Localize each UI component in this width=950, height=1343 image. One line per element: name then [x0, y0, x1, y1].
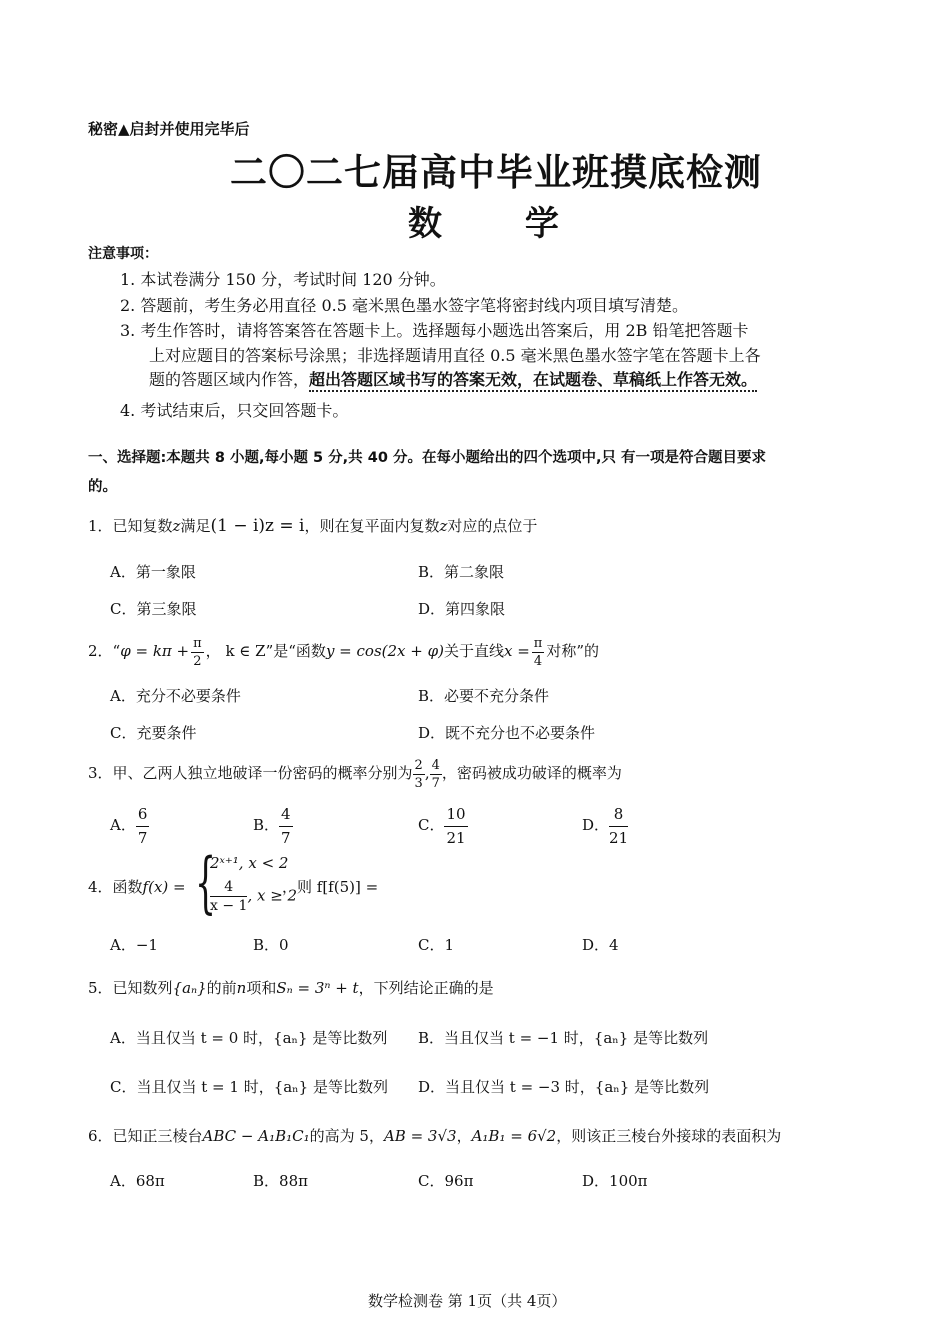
- q3-b-num: 4: [279, 807, 293, 827]
- q2-option-b: B．必要不充分条件: [418, 687, 550, 705]
- confidential-note: 秘密▲启封并使用完毕后: [88, 120, 250, 138]
- q6-text: 6．已知正三棱台: [88, 1127, 203, 1145]
- section-heading: 一、选择题:本题共 8 小题,每小题 5 分,共 40 分。在每小题给出的四个选项中,只 有一项是符合题目要求: [88, 450, 767, 466]
- q1-option-c: C．第三象限: [110, 600, 197, 618]
- q3-b-den: 7: [281, 828, 291, 847]
- question-2: [88, 630, 599, 672]
- notice-item-3-plain: 题的答题区域内作答，: [149, 370, 310, 389]
- q3-prob-1: [413, 759, 425, 790]
- notice-item-3-line3: [149, 367, 757, 390]
- q2-k-set: ， k ∈ Z: [205, 642, 266, 660]
- q2-text-4: 对称”的: [546, 642, 599, 660]
- q3-d-num: 8: [609, 807, 628, 827]
- q3-d-den: 21: [609, 828, 629, 847]
- q5-n: n: [236, 979, 247, 997]
- q1-equation: (1 − i)z = i: [210, 516, 305, 536]
- q2-line-x: x =: [503, 642, 530, 660]
- section-heading-cont: 的。: [88, 479, 117, 495]
- left-brace-icon: {: [195, 844, 216, 921]
- q4-option-c: C．1: [418, 936, 455, 954]
- q5-text-2: 的前: [206, 979, 237, 997]
- q6-option-c: C．96π: [418, 1172, 474, 1190]
- q2-frac-num: π: [193, 635, 202, 651]
- q4-text: 4．函数: [88, 878, 143, 896]
- notice-item-2: 2. 答题前，考生务必用直径 0.5 毫米黑色墨水签字笔将密封线内项目填写清楚。: [120, 296, 688, 315]
- question-3: 3．甲、乙两人独立地破译一份密码的概率分别为 $\frac{2}{3}$ , $\frac{4}{7}$ ，密码被成功破译的概率为: [88, 757, 622, 791]
- q3-p2-num: 4: [431, 757, 440, 773]
- q2-frac2-num: π: [533, 635, 543, 651]
- question-1: [88, 515, 537, 536]
- q3-option-b: [253, 800, 293, 850]
- q4-case-2-cond: , x ≥ 2: [247, 886, 298, 905]
- q2-frac-den: 2: [193, 653, 202, 669]
- q3-text: 3．甲、乙两人独立地破译一份密码的概率分别为: [88, 764, 413, 782]
- subject-title: 数 学: [408, 204, 559, 244]
- q5-option-d: D．当且仅当 t = −3 时，{aₙ} 是等比数列: [418, 1078, 710, 1096]
- q2-text: 2．“: [88, 642, 121, 660]
- q1-var-2: z: [439, 517, 448, 535]
- q4-query: ，则 f[f(5)] =: [282, 878, 379, 896]
- q4-case-1: [210, 854, 288, 872]
- q3-prob-2: [430, 759, 442, 790]
- q3-option-a-value: [136, 804, 150, 847]
- question-4-label: [88, 876, 186, 897]
- q2-text-2: ”是“函数: [265, 642, 326, 660]
- q3-option-b-label: B．: [253, 816, 280, 834]
- q3-option-a: [110, 800, 149, 850]
- q1-option-b: B．第二象限: [418, 563, 505, 581]
- notice-item-3-emphasis: 超出答题区域书写的答案无效，在试题卷、草稿纸上作答无效。: [309, 370, 757, 392]
- q1-text: 1．已知复数: [88, 517, 173, 535]
- question-5: [88, 977, 494, 998]
- q5-text-4: ，下列结论正确的是: [358, 979, 494, 997]
- q4-option-d: D．4: [582, 936, 619, 954]
- q3-option-c-value: [444, 804, 467, 847]
- q2-pi-over-4: [532, 637, 545, 668]
- q2-option-c: C．充要条件: [110, 724, 197, 742]
- q3-a-den: 7: [137, 828, 148, 847]
- q5-option-a: A．当且仅当 t = 0 时，{aₙ} 是等比数列: [110, 1029, 388, 1047]
- notice-heading: 注意事项：: [88, 246, 158, 262]
- q3-p1-num: 2: [414, 757, 423, 773]
- q6-option-a: A．68π: [110, 1172, 165, 1190]
- q6-option-b: B．88π: [253, 1172, 308, 1190]
- q6-ab: AB = 3√3: [383, 1127, 457, 1145]
- q2-function: y = cos(2x + φ): [325, 642, 444, 660]
- q3-c-den: 21: [446, 828, 466, 847]
- q3-option-d-value: [609, 804, 629, 847]
- q1-var: z: [172, 517, 181, 535]
- q6-text-3: ，则该正三棱台外接球的表面积为: [556, 1127, 782, 1145]
- q2-frac2-den: 4: [533, 653, 543, 669]
- q3-p2-den: 7: [431, 775, 440, 791]
- q1-text-4: 对应的点位于: [447, 517, 538, 535]
- q3-option-c: [418, 800, 468, 850]
- q5-option-b: B．当且仅当 t = −1 时，{aₙ} 是等比数列: [418, 1029, 709, 1047]
- q4-case-2-frac: [210, 880, 247, 913]
- q5-text-3: 项和: [246, 979, 277, 997]
- q4-fx: f(x) =: [142, 878, 186, 896]
- q5-sequence: {aₙ}: [172, 979, 207, 997]
- notice-item-4: 4. 考试结束后，只交回答题卡。: [120, 401, 349, 420]
- q2-phi-expr: φ = kπ +: [120, 642, 190, 660]
- q5-text: 5．已知数列: [88, 979, 173, 997]
- q1-option-d: D．第四象限: [418, 600, 506, 618]
- q1-text-2: 满足: [180, 517, 211, 535]
- notice-item-3-line2: 上对应题目的答案标号涂黑；非选择题请用直径 0.5 毫米黑色墨水签字笔在答题卡上各: [149, 346, 761, 365]
- q3-option-a-label: A．: [110, 816, 136, 834]
- q4-option-a: A．−1: [110, 936, 158, 954]
- q3-c-num: 10: [444, 807, 467, 827]
- q3-option-d: [582, 800, 628, 850]
- q5-option-c: C．当且仅当 t = 1 时，{aₙ} 是等比数列: [110, 1078, 388, 1096]
- question-6: [88, 1125, 781, 1146]
- q3-option-c-label: C．: [418, 816, 445, 834]
- q4-case-2-num: 4: [210, 880, 247, 897]
- q3-p1-den: 3: [414, 775, 423, 791]
- q6-option-d: D．100π: [582, 1172, 648, 1190]
- q2-option-a: A．充分不必要条件: [110, 687, 241, 705]
- q2-text-3: 关于直线: [443, 642, 504, 660]
- q6-sep: ，: [456, 1127, 472, 1145]
- q6-text-2: 的高为 5，: [309, 1127, 384, 1145]
- q4-case-1-expr: 2ˣ⁺¹, x < 2: [210, 854, 289, 872]
- q4-case-2-den: x − 1: [210, 898, 248, 914]
- q1-option-a: A．第一象限: [110, 563, 196, 581]
- q2-option-d: D．既不充分也不必要条件: [418, 724, 596, 742]
- q4-option-b: B．0: [253, 936, 289, 954]
- notice-item-1: 1. 本试卷满分 150 分，考试时间 120 分钟。: [120, 270, 446, 289]
- q3-option-d-label: D．: [582, 816, 610, 834]
- q3-text-2: ，密码被成功破译的概率为: [441, 764, 622, 782]
- exam-title: 二〇二七届高中毕业班摸底检测: [230, 151, 762, 194]
- q6-a1b1: A₁B₁ = 6√2: [471, 1127, 557, 1145]
- q1-text-3: ，则在复平面内复数: [304, 517, 440, 535]
- q5-sum: Sₙ = 3ⁿ + t: [276, 979, 359, 997]
- q6-solid: ABC − A₁B₁C₁: [202, 1127, 310, 1145]
- q3-a-num: 6: [136, 807, 150, 827]
- q2-pi-over-2: [191, 637, 204, 668]
- q3-option-b-value: [279, 804, 293, 847]
- notice-item-3: 3. 考生作答时，请将答案答在答题卡上。选择题每小题选出答案后，用 2B 铅笔把答题卡: [120, 321, 749, 340]
- page-footer: 数学检测卷 第 1页（共 4页）: [368, 1292, 567, 1310]
